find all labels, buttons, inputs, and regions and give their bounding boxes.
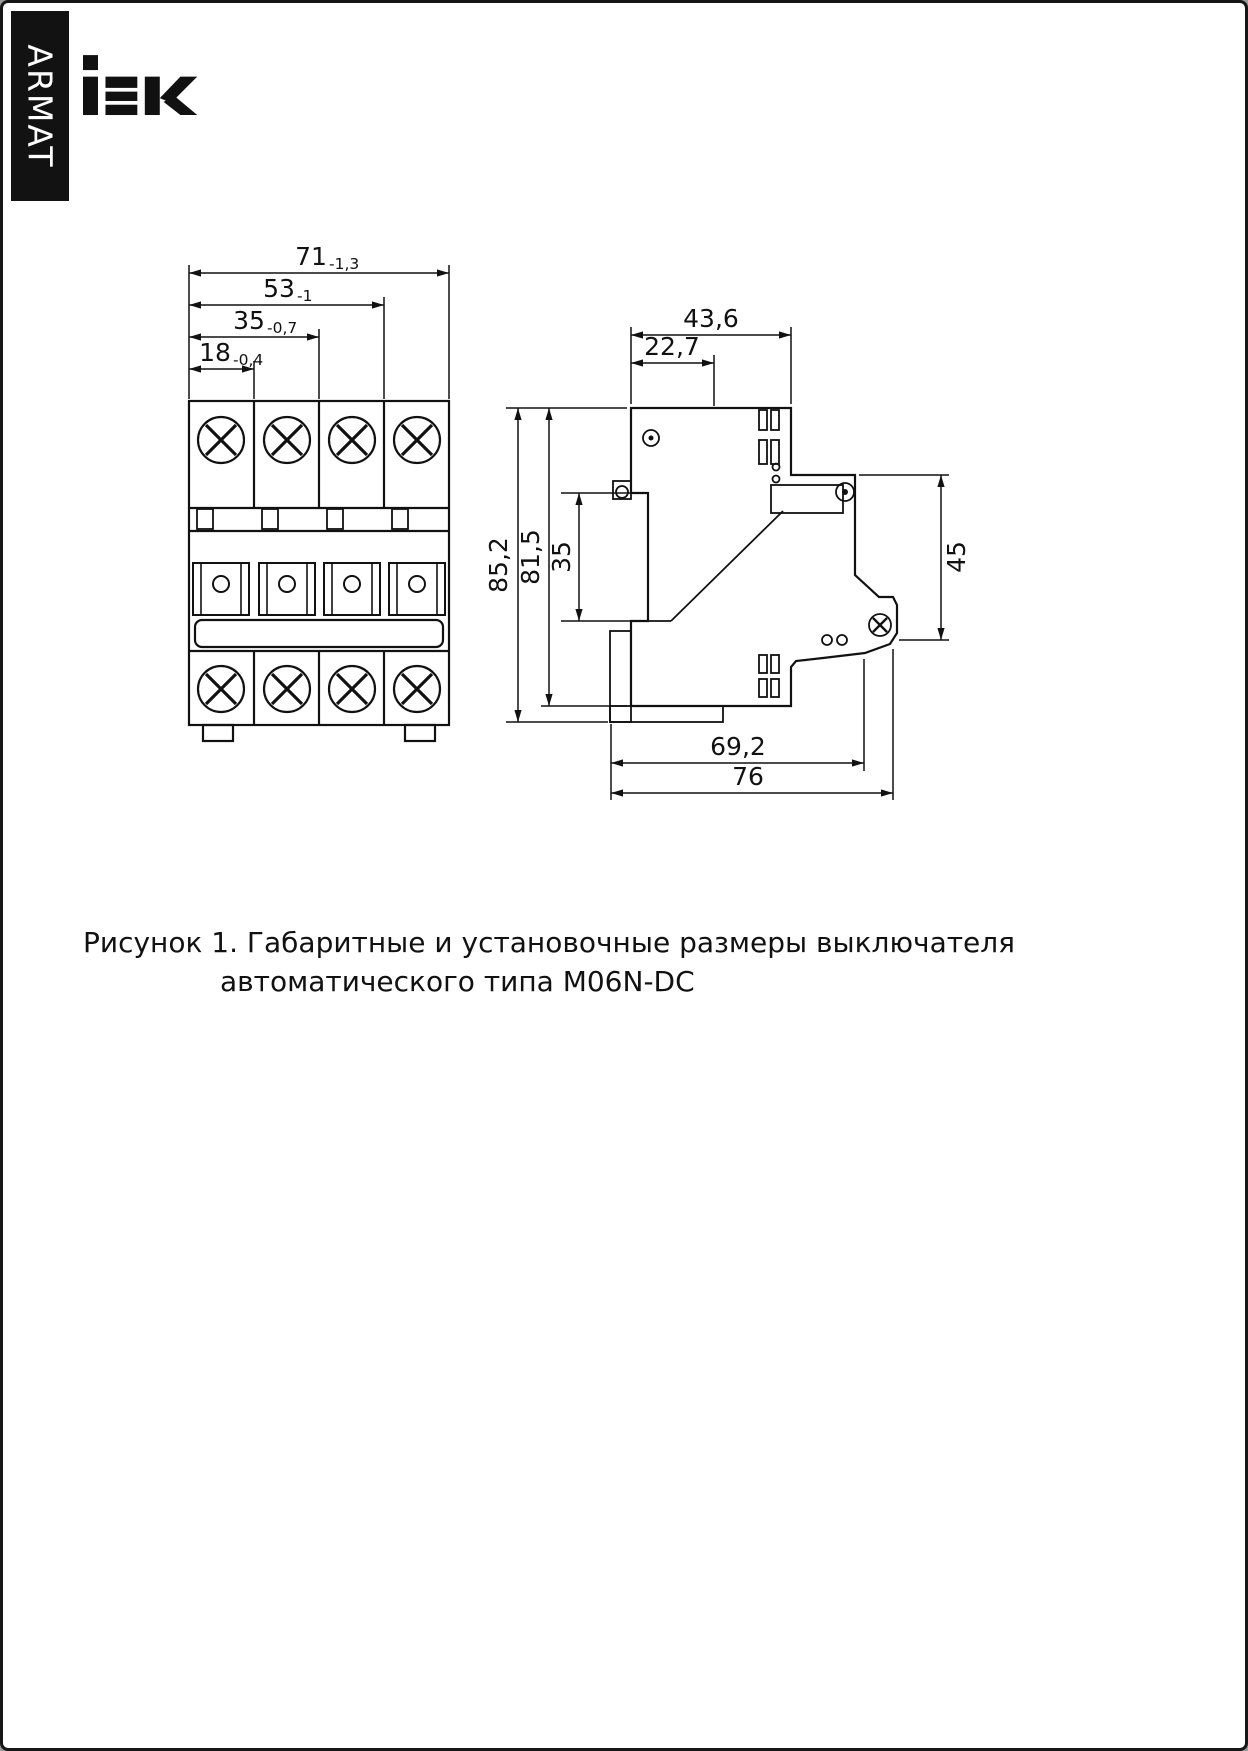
side-view-body xyxy=(610,408,897,722)
dim-depth-body: 69,2 xyxy=(710,732,766,761)
figure-caption-line2: автоматического типа M06N-DC xyxy=(220,965,695,998)
dim-front-height: 45 xyxy=(942,541,971,573)
toggle-tie-bar xyxy=(195,620,443,647)
front-view-dimension-lines xyxy=(189,265,449,399)
dim-height-body: 81,5 xyxy=(516,529,545,585)
dim-depth-top: 43,6 xyxy=(683,304,739,333)
toggle-handles xyxy=(193,563,445,615)
dim-width-71-tol: -1,3 xyxy=(329,255,360,273)
front-foot-left xyxy=(203,725,233,741)
dim-width-18-tol: -0,4 xyxy=(233,351,264,369)
figure-caption-line1: Рисунок 1. Габаритные и установочные размеры выключателя xyxy=(83,926,1015,959)
dim-rail-window: 35 xyxy=(547,541,576,573)
technical-drawing xyxy=(3,3,1248,1751)
din-clip xyxy=(610,631,631,722)
dim-depth-top-inner: 22,7 xyxy=(644,332,700,361)
dim-depth-overall: 76 xyxy=(732,762,764,791)
armat-spine-label: ARMAT xyxy=(20,43,60,169)
dim-width-53-tol: -1 xyxy=(297,287,313,305)
dim-height-overall: 85,2 xyxy=(484,537,513,593)
din-clip-foot xyxy=(610,706,723,722)
dim-width-53: 53 xyxy=(263,274,295,303)
front-view-body xyxy=(189,401,449,741)
dim-width-18: 18 xyxy=(199,338,231,367)
figure-caption xyxy=(83,923,1015,1001)
side-view-dimension-labels xyxy=(484,304,971,791)
dim-width-35: 35 xyxy=(233,306,265,335)
dim-width-71: 71 xyxy=(295,242,327,271)
breaker-side-outline xyxy=(631,408,897,706)
dim-width-35-tol: -0,7 xyxy=(267,319,298,337)
front-foot-right xyxy=(405,725,435,741)
